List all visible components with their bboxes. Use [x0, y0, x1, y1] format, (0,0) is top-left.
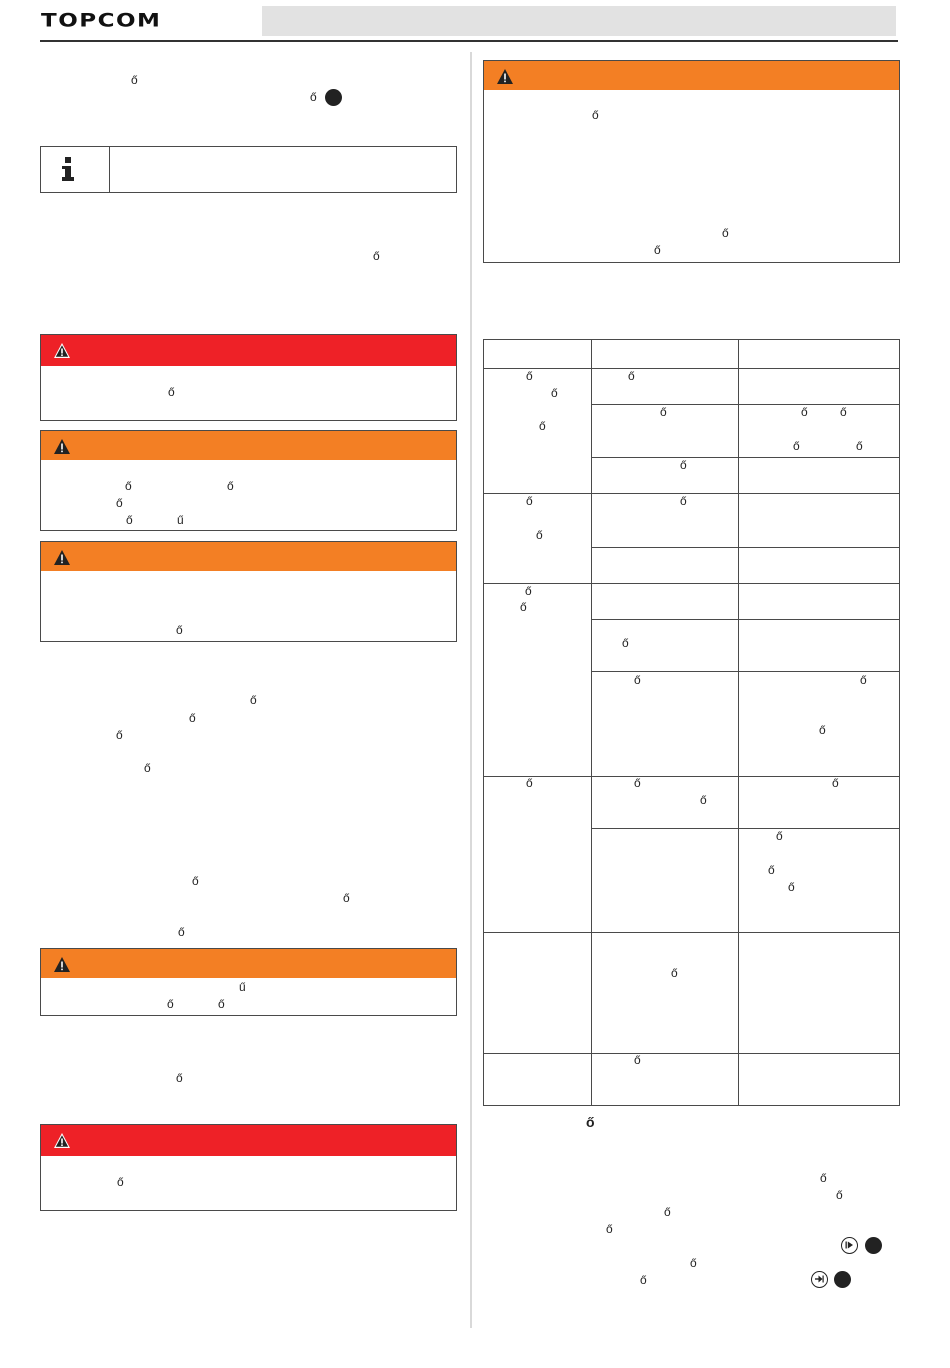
info-icon [61, 157, 75, 181]
glyph: ő [801, 405, 808, 419]
glyph: ő [722, 226, 729, 240]
glyph: ő [250, 693, 257, 707]
danger-box [40, 334, 457, 421]
skip-icon [811, 1271, 828, 1288]
glyph: ő [820, 1171, 827, 1185]
glyph: ő [680, 458, 687, 472]
glyph: ő [840, 405, 847, 419]
glyph: ő [640, 1273, 647, 1287]
glyph: ő [144, 761, 151, 775]
table-row-line [484, 1053, 899, 1054]
glyph: ő [218, 997, 225, 1011]
table-row-line [484, 932, 899, 933]
table-col-line [738, 340, 739, 1105]
glyph: ő [168, 385, 175, 399]
table-row-line [484, 583, 899, 584]
glyph: ő [131, 73, 138, 87]
table-row-line [591, 671, 899, 672]
glyph: ő [606, 1222, 613, 1236]
danger-box-header [41, 1125, 456, 1156]
glyph: ő [634, 673, 641, 687]
glyph: ő [634, 776, 641, 790]
info-note-box [40, 146, 457, 193]
glyph: ő [793, 439, 800, 453]
glyph: ő [125, 479, 132, 493]
caution-box-header [484, 61, 899, 90]
warning-triangle-icon [54, 439, 70, 454]
caution-box [40, 948, 457, 1016]
glyph: ő [310, 90, 317, 104]
glyph: ő [592, 108, 599, 122]
bold-glyph: ő [586, 1114, 595, 1130]
glyph: ő [167, 997, 174, 1011]
glyph: ő [227, 479, 234, 493]
danger-box-header [41, 335, 456, 366]
table-row-line [591, 404, 899, 405]
glyph: ő [536, 528, 543, 542]
glyph: ő [176, 1071, 183, 1085]
glyph: ő [654, 243, 661, 257]
glyph: ő [178, 925, 185, 939]
glyph: ő [690, 1256, 697, 1270]
caution-box-header [41, 542, 456, 571]
warning-triangle-icon [54, 957, 70, 972]
caution-box-header [41, 431, 456, 460]
glyph: ő [788, 880, 795, 894]
glyph: ő [343, 891, 350, 905]
table-row-line [484, 368, 899, 369]
callout-dot [325, 89, 342, 106]
glyph: ő [622, 636, 629, 650]
warning-triangle-icon [54, 343, 70, 358]
glyph: ő [520, 600, 527, 614]
warning-triangle-icon [54, 1133, 70, 1148]
table-row-line [484, 493, 899, 494]
warning-triangle-icon [54, 550, 70, 565]
glyph: ő [819, 723, 826, 737]
glyph: ő [189, 711, 196, 725]
header-rule [40, 40, 898, 42]
glyph: ő [539, 419, 546, 433]
glyph: ő [660, 405, 667, 419]
glyph: ő [776, 829, 783, 843]
glyph: ő [664, 1205, 671, 1219]
topcom-logo: TOPCOM [41, 10, 162, 32]
glyph: ő [117, 1175, 124, 1189]
caution-box [483, 60, 900, 263]
glyph: ő [634, 1053, 641, 1067]
glyph: ő [671, 966, 678, 980]
play-icon [841, 1237, 858, 1254]
glyph: ő [680, 494, 687, 508]
table-row-line [591, 547, 899, 548]
column-divider [470, 52, 472, 1328]
glyph: ő [192, 874, 199, 888]
table-row-line [591, 619, 899, 620]
table-col-line [591, 340, 592, 1105]
glyph: ő [373, 249, 380, 263]
glyph: ő [860, 673, 867, 687]
caution-box [40, 430, 457, 531]
danger-box [40, 1124, 457, 1211]
caution-box-header [41, 949, 456, 978]
glyph: ő [526, 494, 533, 508]
glyph: ő [700, 793, 707, 807]
glyph: ő [551, 386, 558, 400]
glyph: ő [126, 513, 133, 527]
glyph: ő [768, 863, 775, 877]
glyph: ő [526, 776, 533, 790]
glyph: ű [239, 980, 246, 994]
callout-dot [834, 1271, 851, 1288]
glyph: ő [836, 1188, 843, 1202]
glyph: ő [526, 369, 533, 383]
glyph: ű [177, 513, 184, 527]
glyph: ő [176, 623, 183, 637]
glyph: ő [116, 728, 123, 742]
table-row-line [591, 828, 899, 829]
table-row-line [591, 457, 899, 458]
glyph: ő [525, 584, 532, 598]
troubleshooting-table [483, 339, 900, 1106]
glyph: ő [628, 369, 635, 383]
glyph: ő [856, 439, 863, 453]
callout-dot [865, 1237, 882, 1254]
glyph: ő [116, 496, 123, 510]
glyph: ő [832, 776, 839, 790]
warning-triangle-icon [497, 69, 513, 84]
caution-box [40, 541, 457, 642]
info-separator [109, 147, 110, 192]
header-bar [262, 6, 896, 36]
